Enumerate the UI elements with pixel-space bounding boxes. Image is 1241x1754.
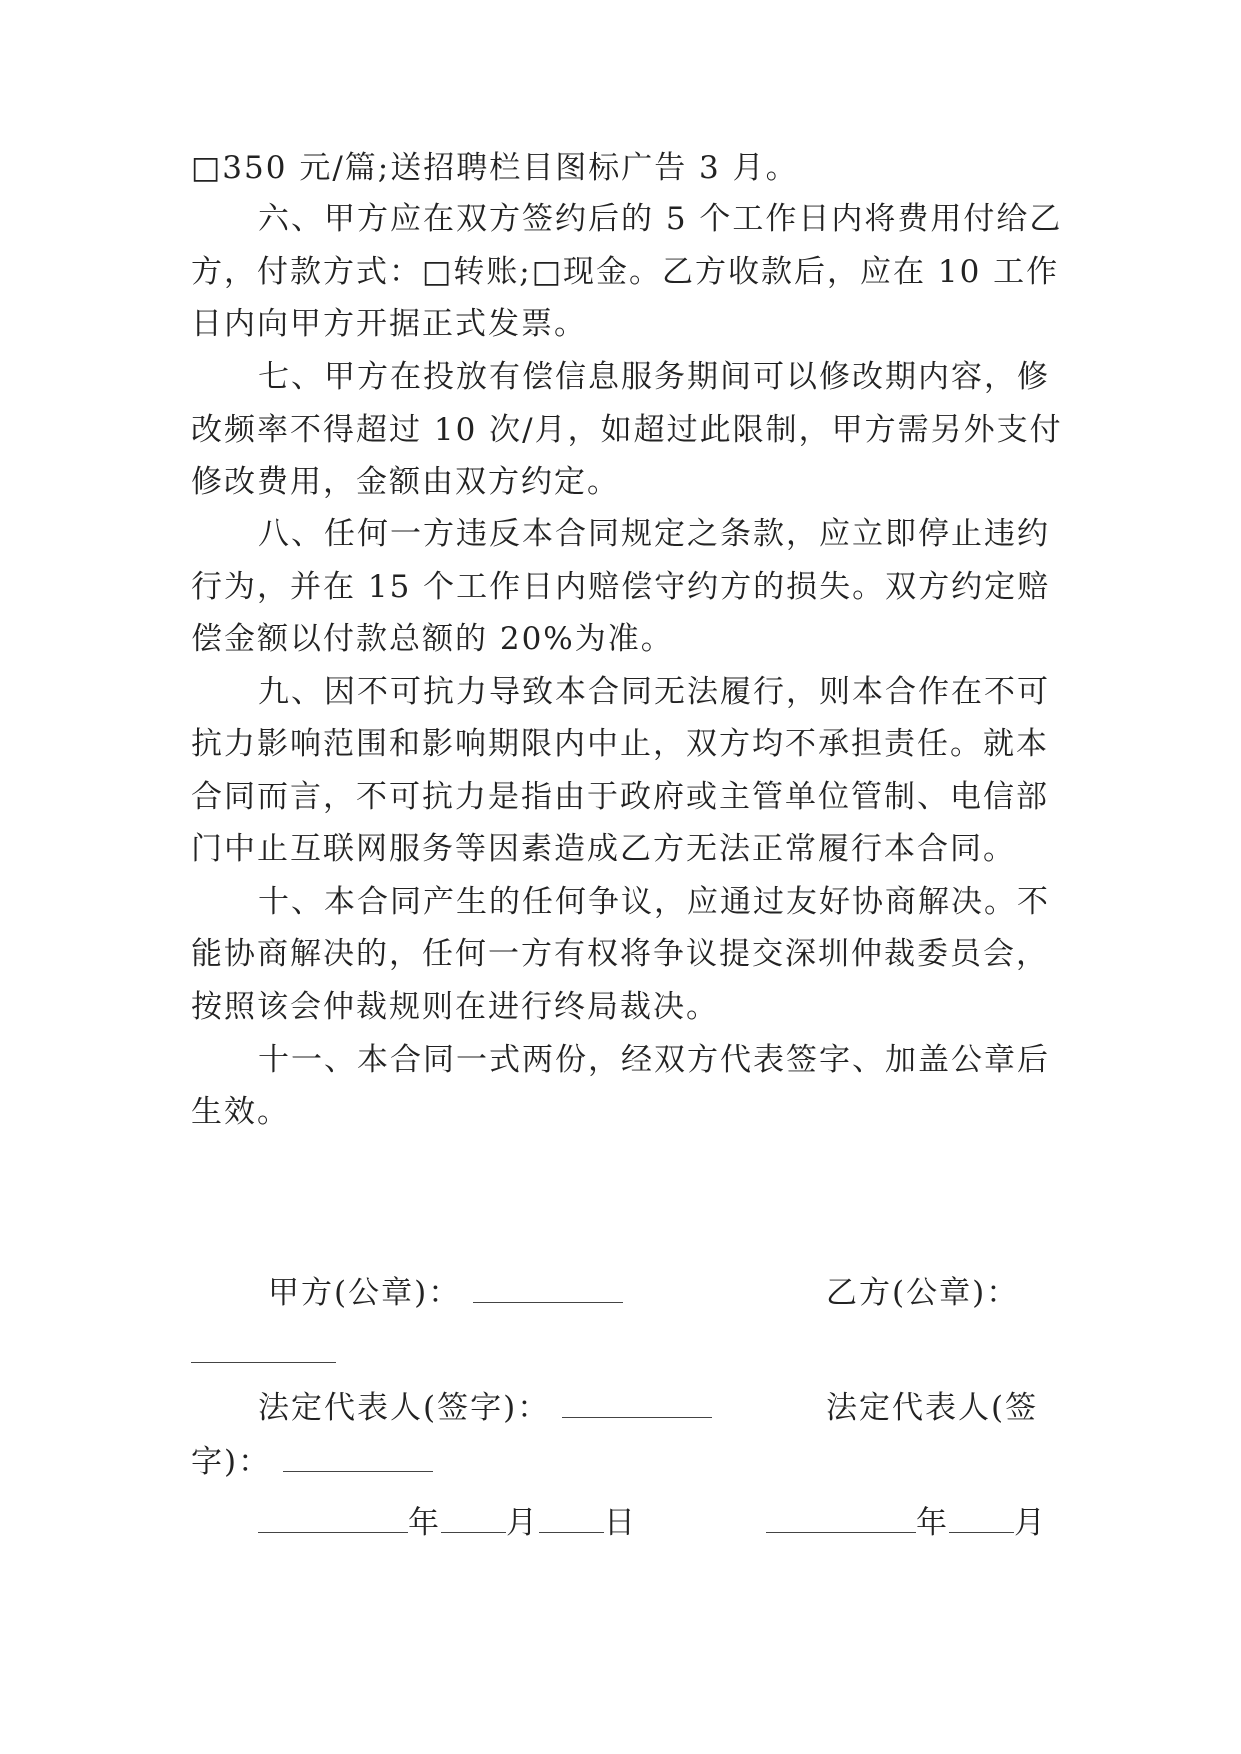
text-line: 修改费用，金额由双方约定。 — [191, 464, 620, 500]
text-line: 能协商解决的，任何一方有权将争议提交深圳仲裁委员会， — [191, 936, 1049, 972]
party-b-seal-row — [826, 1273, 1019, 1313]
text-line: 六、甲方应在双方签约后的 5 个工作日内将费用付给乙 — [258, 201, 1063, 237]
text-line: 偿金额以付款总额的 20%为准。 — [191, 621, 674, 657]
text-line: 生效。 — [191, 1094, 290, 1130]
date-a-row — [258, 1503, 637, 1543]
date-b-row — [766, 1503, 1047, 1543]
text-line: 合同而言，不可抗力是指由于政府或主管单位管制、电信部 — [191, 779, 1049, 815]
day-label: 日 — [604, 1505, 637, 1541]
month-label: 月 — [506, 1505, 539, 1541]
date-a-year-blank[interactable] — [258, 1506, 408, 1533]
year-label: 年 — [916, 1505, 949, 1541]
text-line: 行为，并在 15 个工作日内赔偿守约方的损失。双方约定赔 — [191, 569, 1051, 605]
date-b-month-blank[interactable] — [949, 1506, 1014, 1533]
text-line: 抗力影响范围和影响期限内中止，双方均不承担责任。就本 — [191, 726, 1049, 762]
party-b-seal-label: 乙方(公章)： — [826, 1275, 1020, 1311]
party-a-seal-row — [268, 1273, 623, 1313]
legal-rep-b-label-cont: 字)： — [191, 1444, 272, 1480]
legal-rep-a-row — [258, 1388, 712, 1428]
text-line: 门中止互联网服务等因素造成乙方无法正常履行本合同。 — [191, 831, 1016, 867]
legal-rep-b-row — [826, 1388, 1038, 1428]
text-line: 八、任何一方违反本合同规定之条款，应立即停止违约 — [258, 516, 1050, 552]
party-a-seal-blank[interactable] — [473, 1276, 623, 1303]
party-a-seal-label: 甲方(公章)： — [268, 1275, 462, 1311]
month-label: 月 — [1014, 1505, 1047, 1541]
legal-rep-a-blank[interactable] — [562, 1391, 712, 1418]
legal-rep-b-label: 法定代表人(签 — [826, 1390, 1039, 1426]
text-line: 按照该会仲裁规则在进行终局裁决。 — [191, 989, 719, 1025]
text-line: 十一、本合同一式两份，经双方代表签字、加盖公章后 — [258, 1042, 1050, 1078]
party-b-seal-blank[interactable] — [191, 1362, 336, 1363]
legal-rep-a-label: 法定代表人(签字)： — [258, 1390, 551, 1426]
text-line: 方，付款方式：□转账;□现金。乙方收款后，应在 10 工作 — [191, 254, 1060, 290]
date-a-day-blank[interactable] — [539, 1506, 604, 1533]
text-line: 日内向甲方开据正式发票。 — [191, 306, 587, 342]
legal-rep-b-blank[interactable] — [283, 1445, 433, 1472]
text-line: 十、本合同产生的任何争议，应通过友好协商解决。不 — [258, 884, 1050, 920]
date-a-month-blank[interactable] — [441, 1506, 506, 1533]
text-line: 七、甲方在投放有偿信息服务期间可以修改期内容，修 — [258, 359, 1050, 395]
year-label: 年 — [408, 1505, 441, 1541]
text-line: □350 元/篇;送招聘栏目图标广告 3 月。 — [191, 150, 799, 186]
text-line: 九、因不可抗力导致本合同无法履行，则本合作在不可 — [258, 674, 1050, 710]
date-b-year-blank[interactable] — [766, 1506, 916, 1533]
legal-rep-b-row-cont — [191, 1442, 433, 1482]
text-line: 改频率不得超过 10 次/月，如超过此限制，甲方需另外支付 — [191, 412, 1063, 448]
